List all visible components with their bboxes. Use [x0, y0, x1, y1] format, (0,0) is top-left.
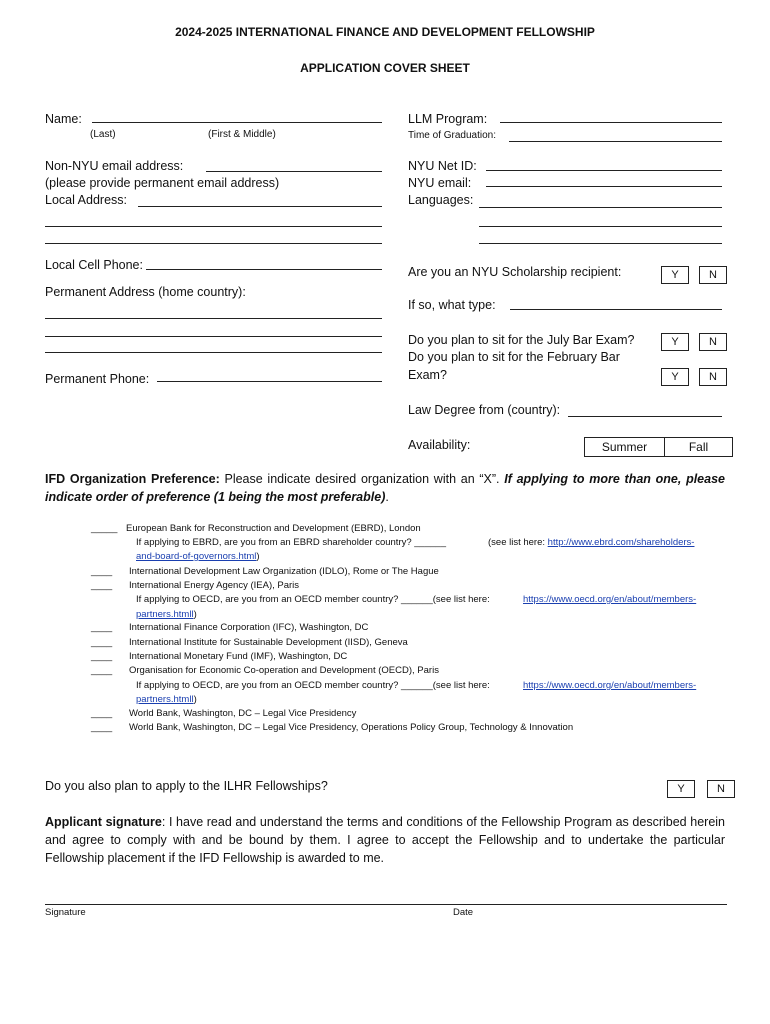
oecd-blank[interactable]: ____ — [91, 665, 113, 676]
availability-table — [584, 437, 733, 457]
scholarship-type-field[interactable] — [510, 309, 722, 310]
org-imf: International Monetary Fund (IMF), Washington, DC — [129, 651, 348, 662]
llm-program-field[interactable] — [500, 122, 722, 123]
iea-oecd-link: https://www.oecd.org/en/about/members- — [523, 594, 697, 605]
name-field[interactable] — [92, 122, 382, 123]
preference-text: Please indicate desired organization with an “X”. — [219, 472, 505, 486]
net-id-label: NYU Net ID: — [408, 159, 477, 173]
org-ebrd: European Bank for Reconstruction and Development (EBRD), London — [126, 523, 421, 534]
signature-lead: Applicant signature — [45, 815, 162, 829]
scholarship-yes-box[interactable]: Y — [661, 266, 689, 284]
idlo-blank[interactable]: ____ — [91, 566, 113, 577]
feb-bar-question-line2: Exam? — [408, 368, 447, 382]
permanent-address-line-3[interactable] — [45, 352, 382, 353]
org-ifc: International Finance Corporation (IFC), Washington, DC — [129, 622, 369, 633]
imf-blank[interactable]: ____ — [91, 651, 113, 662]
languages-line-3[interactable] — [479, 243, 722, 244]
law-degree-label: Law Degree from (country): — [408, 403, 561, 417]
feb-bar-no-box[interactable]: N — [699, 368, 727, 386]
net-id-field[interactable] — [486, 170, 722, 171]
iea-oecd-question: If applying to OECD, are you from an OECD member country? ______(see list here: — [136, 594, 490, 605]
oecd-link-cont: partners.htmll) — [136, 694, 197, 705]
graduation-field[interactable] — [509, 141, 722, 142]
non-nyu-email-label: Non-NYU email address: — [45, 159, 184, 173]
email-note: (please provide permanent email address) — [45, 176, 280, 190]
languages-label: Languages: — [408, 193, 474, 207]
feb-bar-yes-box[interactable]: Y — [661, 368, 689, 386]
org-iisd: International Institute for Sustainable Development (IISD), Geneva — [129, 637, 408, 648]
signature-line[interactable] — [45, 904, 727, 905]
signature-text: : I have read and understand the terms and conditions of the Fellowship Program as described herein and agree to comply with and be bound by them. I agree to accept the Fellowship and to undertake the particular Fellowship placement if the IFD Fellowship is awarded to me. — [45, 815, 725, 865]
local-address-line-2[interactable] — [45, 226, 382, 227]
name-label: Name: — [45, 112, 82, 126]
ebrd-question: If applying to EBRD, are you from an EBRD shareholder country? ______ — [136, 537, 446, 548]
org-iea: International Energy Agency (IEA), Paris — [129, 580, 300, 591]
ebrd-link[interactable]: http://www.ebrd.com/shareholders- — [547, 537, 695, 548]
permanent-address-label: Permanent Address (home country): — [45, 285, 246, 299]
july-bar-no-box[interactable]: N — [699, 333, 727, 351]
preference-lead: IFD Organization Preference: — [45, 472, 220, 486]
local-cell-field[interactable] — [146, 269, 382, 270]
availability-fall[interactable]: Fall — [688, 440, 709, 454]
form-subtitle: APPLICATION COVER SHEET — [300, 61, 470, 75]
local-address-line-3[interactable] — [45, 243, 382, 244]
form-title: 2024-2025 INTERNATIONAL FINANCE AND DEVELOPMENT FELLOWSHIP — [175, 25, 595, 39]
first-middle-label: (First & Middle) — [208, 129, 276, 140]
nyu-email-label: NYU email: — [408, 176, 472, 190]
permanent-phone-field[interactable] — [157, 381, 382, 382]
nyu-email-field[interactable] — [486, 186, 722, 187]
ilhr-question: Do you also plan to apply to the ILHR Fellowships? — [45, 779, 328, 793]
graduation-label: Time of Graduation: — [408, 130, 497, 141]
availability-label: Availability: — [408, 438, 471, 452]
ifc-blank[interactable]: ____ — [91, 622, 113, 633]
local-cell-label: Local Cell Phone: — [45, 258, 143, 272]
iisd-blank[interactable]: ____ — [91, 637, 113, 648]
signature-label: Signature — [45, 907, 86, 918]
scholarship-question: Are you an NYU Scholarship recipient: — [408, 265, 622, 279]
non-nyu-email-field[interactable] — [206, 171, 382, 172]
ebrd-blank[interactable]: _____ — [91, 523, 118, 534]
law-degree-field[interactable] — [568, 416, 722, 417]
ilhr-yes-box[interactable]: Y — [667, 780, 695, 798]
local-address-label: Local Address: — [45, 193, 127, 207]
signature-statement — [45, 813, 725, 867]
ebrd-see-list: (see list here: http://www.ebrd.com/shareholders- — [488, 537, 695, 548]
languages-line-2[interactable] — [479, 226, 722, 227]
preference-order-note: If applying to more than one, please indicate order of preference (1 being the most preferable) — [45, 472, 725, 504]
july-bar-question: Do you plan to sit for the July Bar Exam? — [408, 333, 635, 347]
ebrd-link-cont: and-board-of-governors.html) — [136, 551, 260, 562]
oecd-question: If applying to OECD, are you from an OECD member country? ______(see list here: — [136, 680, 490, 691]
feb-bar-question-line1: Do you plan to sit for the February Bar — [408, 350, 620, 364]
oecd-link: https://www.oecd.org/en/about/members- — [523, 680, 697, 691]
wb2-blank[interactable]: ____ — [91, 722, 113, 733]
permanent-phone-label: Permanent Phone: — [45, 372, 150, 386]
availability-summer[interactable]: Summer — [585, 438, 665, 456]
wb1-blank[interactable]: ____ — [91, 708, 113, 719]
scholarship-type-label: If so, what type: — [408, 298, 496, 312]
org-oecd: Organisation for Economic Co-operation and Development (OECD), Paris — [129, 665, 439, 676]
last-name-label: (Last) — [90, 129, 116, 140]
permanent-address-line-1[interactable] — [45, 318, 382, 319]
ilhr-no-box[interactable]: N — [707, 780, 735, 798]
org-world-bank-tech: World Bank, Washington, DC – Legal Vice Presidency, Operations Policy Group, Technology & Innovation — [129, 722, 574, 733]
languages-field[interactable] — [479, 207, 722, 208]
scholarship-no-box[interactable]: N — [699, 266, 727, 284]
local-address-field[interactable] — [138, 206, 382, 207]
org-idlo: International Development Law Organization (IDLO), Rome or The Hague — [129, 566, 439, 577]
permanent-address-line-2[interactable] — [45, 336, 382, 337]
preference-instructions: IFD Organization Preference: Please indicate desired organization with an “X”. If applying to more than one, please indicate order of preference (1 being the most preferable). — [45, 472, 725, 504]
org-world-bank-legal: World Bank, Washington, DC – Legal Vice Presidency — [129, 708, 357, 719]
llm-program-label: LLM Program: — [408, 112, 488, 126]
iea-oecd-link-cont: partners.htmll) — [136, 609, 197, 620]
july-bar-yes-box[interactable]: Y — [661, 333, 689, 351]
date-label: Date — [453, 907, 474, 918]
iea-blank[interactable]: ____ — [91, 580, 113, 591]
